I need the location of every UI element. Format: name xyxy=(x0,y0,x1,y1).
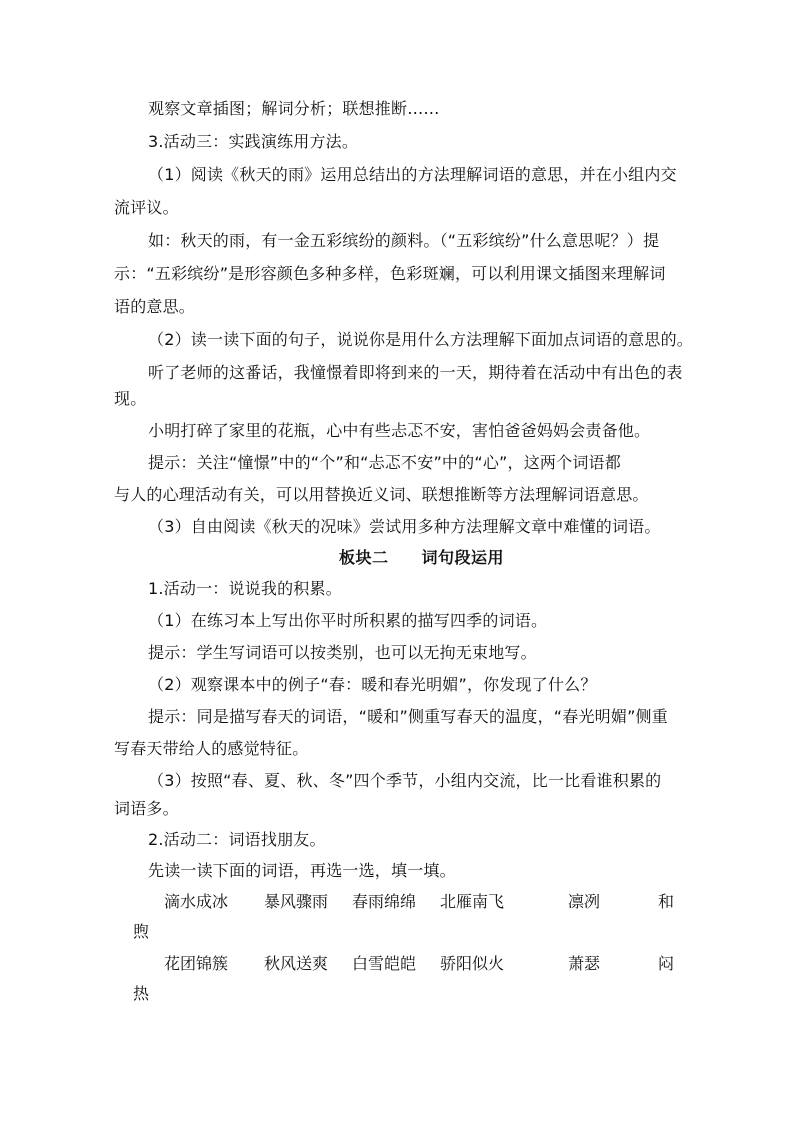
text-line: 如：秋天的雨，有一金五彩缤纷的颜料。（“五彩缤纷”什么意思呢？）提 xyxy=(148,231,660,250)
word-item: 滴水成冰 xyxy=(164,892,229,911)
word-item: 骄阳似火 xyxy=(440,954,505,973)
text-line: 提示：关注“憧憬”中的“个”和“忐忑不安”中的“心”，这两个词语都 xyxy=(148,453,621,472)
word-item: 春雨绵绵 xyxy=(352,892,417,911)
section-heading: 板块二 词句段运用 xyxy=(339,548,505,567)
text-line: 示：“五彩缤纷”是形容颜色多种多样，色彩斑斓，可以利用课文插图来理解词 xyxy=(114,264,666,283)
text-line: （1）在练习本上写出你平时所积累的描写四季的词语。 xyxy=(148,611,548,630)
word-item: 花团锦簇 xyxy=(164,954,229,973)
text-line: （2）读一读下面的句子，说说你是用什么方法理解下面加点词语的意思的。 xyxy=(148,330,693,349)
text-line: 小明打碎了家里的花瓶，心中有些忐忑不安，害怕爸爸妈妈会责备他。 xyxy=(148,421,651,440)
text-line: 听了老师的这番话，我憧憬着即将到来的一天，期待着在活动中有出色的表 xyxy=(148,363,683,382)
text-line: 与人的心理活动有关，可以用替换近义词、联想推断等方法理解词语意思。 xyxy=(114,485,649,504)
word-item: 萧瑟 xyxy=(568,954,601,973)
text-line: 提示：学生写词语可以按类别，也可以无拘无束地写。 xyxy=(148,643,537,662)
text-line: （1）阅读《秋天的雨》运用总结出的方法理解词语的意思，并在小组内交 xyxy=(148,165,677,184)
word-item: 闷 xyxy=(658,954,675,973)
text-line: 语的意思。 xyxy=(114,297,196,316)
text-line: 3.活动三：实践演练用方法。 xyxy=(148,132,359,151)
word-item: 北雁南飞 xyxy=(440,892,505,911)
text-line: （3）自由阅读《秋天的况味》尝试用多种方法理解文章中难懂的词语。 xyxy=(148,517,661,536)
word-item: 暴风骤雨 xyxy=(264,892,329,911)
word-item: 秋风送爽 xyxy=(264,954,329,973)
word-item: 白雪皑皑 xyxy=(352,954,417,973)
text-line: 先读一读下面的词语，再选一选，填一填。 xyxy=(148,861,456,880)
text-line: 2.活动二：词语找朋友。 xyxy=(148,830,326,849)
text-line: 1.活动一：说说我的积累。 xyxy=(148,579,342,598)
text-line: 词语多。 xyxy=(114,799,179,818)
text-line: （3）按照“春、夏、秋、冬”四个季节，小组内交流，比一比看谁积累的 xyxy=(148,771,662,790)
word-item: 和 xyxy=(658,892,675,911)
text-line: 提示：同是描写春天的词语，“暖和”侧重写春天的温度，“春光明媚”侧重 xyxy=(148,707,668,726)
word-item: 热 xyxy=(133,984,150,1003)
word-item: 煦 xyxy=(133,922,150,941)
word-item: 凛冽 xyxy=(568,892,601,911)
text-line: 现。 xyxy=(114,389,147,408)
text-line: 观察文章插图；解词分析；联想推断…… xyxy=(148,99,440,118)
text-line: （2）观察课本中的例子“春：暖和春光明媚”，你发现了什么？ xyxy=(148,675,597,694)
text-line: 写春天带给人的感觉特征。 xyxy=(114,739,309,758)
text-line: 流评议。 xyxy=(114,198,179,217)
